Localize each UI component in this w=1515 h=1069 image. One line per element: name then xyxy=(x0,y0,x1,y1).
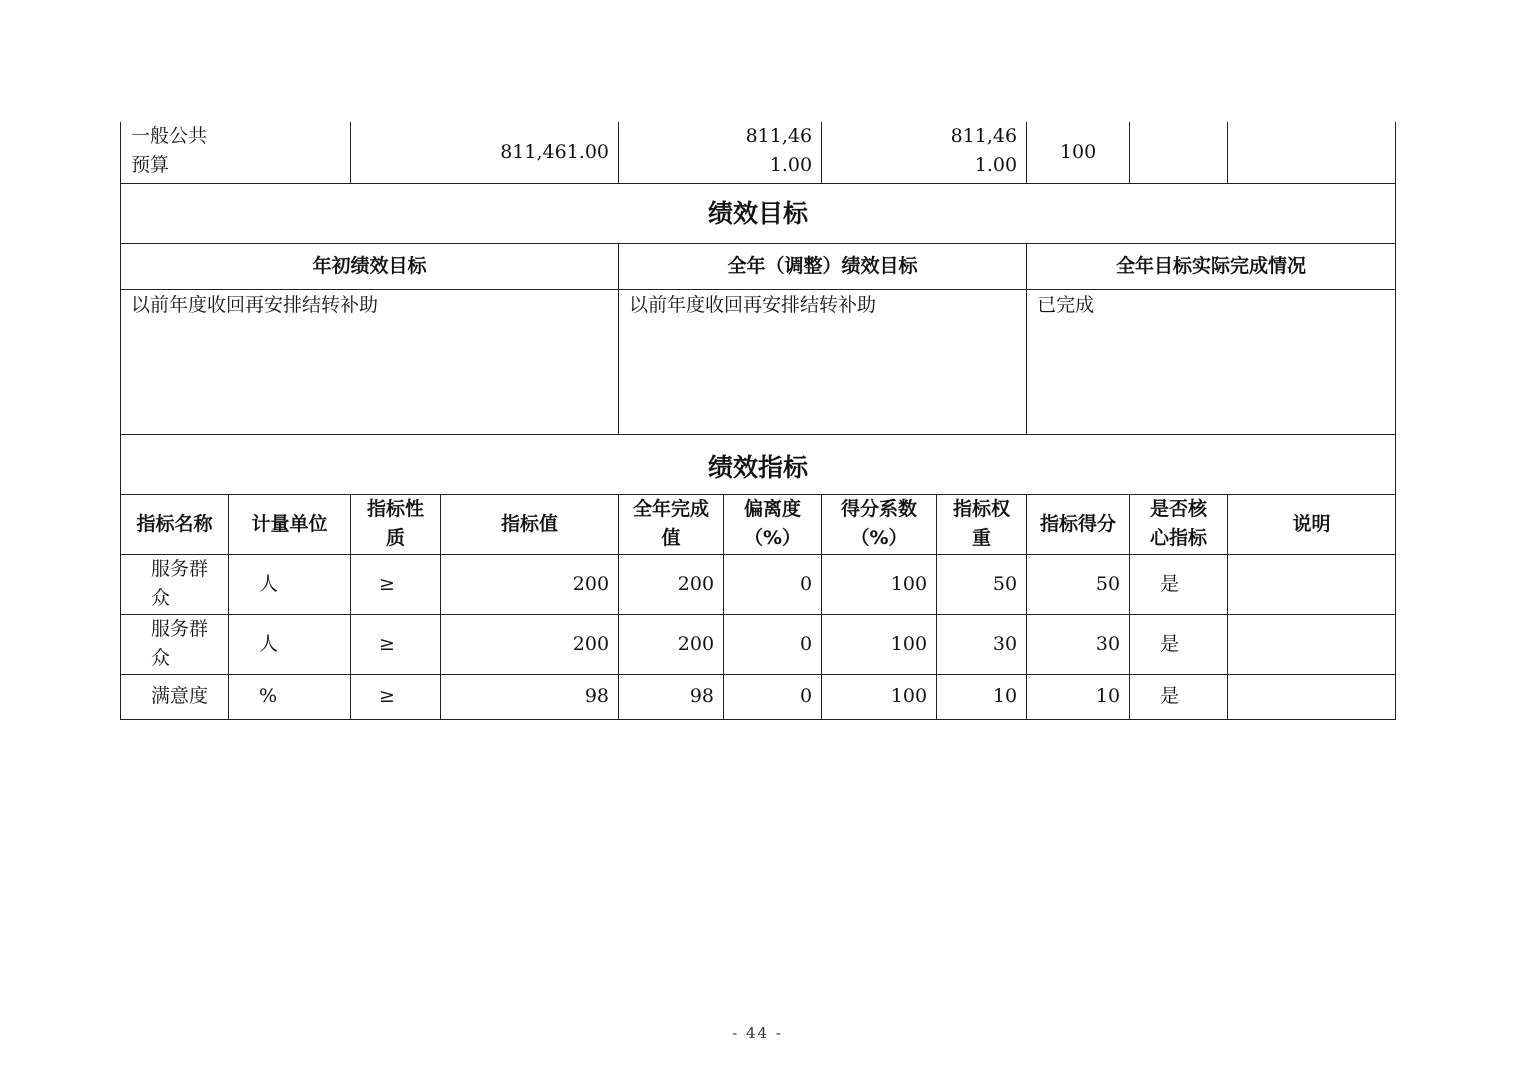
col-header-unit: 计量单位 xyxy=(229,494,351,554)
indicators-section-title: 绩效指标 xyxy=(121,434,1396,494)
indicator-note xyxy=(1228,674,1396,719)
indicator-core: 是 xyxy=(1130,554,1228,614)
budget-label: 一般公共预算 xyxy=(121,122,351,183)
col-header-score: 指标得分 xyxy=(1027,494,1130,554)
col-header-core: 是否核心指标 xyxy=(1130,494,1228,554)
indicator-score: 30 xyxy=(1027,614,1130,674)
goal-header-adjusted: 全年（调整）绩效目标 xyxy=(619,243,1027,289)
indicator-score: 50 xyxy=(1027,554,1130,614)
goal-adjusted: 以前年度收回再安排结转补助 xyxy=(619,289,1027,434)
indicator-target: 98 xyxy=(441,674,619,719)
indicator-name: 满意度 xyxy=(121,674,229,719)
goals-header-row xyxy=(121,243,1396,289)
goal-initial: 以前年度收回再安排结转补助 xyxy=(121,289,619,434)
table-row xyxy=(121,614,1396,674)
indicator-core: 是 xyxy=(1130,614,1228,674)
col-header-actual: 全年完成值 xyxy=(619,494,724,554)
col-header-coefficient: 得分系数（%） xyxy=(822,494,937,554)
indicator-score: 10 xyxy=(1027,674,1130,719)
indicator-note xyxy=(1228,554,1396,614)
indicator-coefficient: 100 xyxy=(822,614,937,674)
indicator-nature: ≥ xyxy=(351,554,441,614)
budget-row xyxy=(121,122,1396,183)
indicator-target: 200 xyxy=(441,614,619,674)
page-number: - 44 - xyxy=(732,1024,783,1042)
indicators-header-row xyxy=(121,494,1396,554)
goals-value-row xyxy=(121,289,1396,434)
col-header-nature: 指标性质 xyxy=(351,494,441,554)
indicator-name: 服务群众 xyxy=(121,614,229,674)
performance-table xyxy=(120,122,1396,720)
executed-amount: 811,461.00 xyxy=(822,122,1027,183)
indicator-actual: 200 xyxy=(619,614,724,674)
indicator-actual: 98 xyxy=(619,674,724,719)
goal-header-initial: 年初绩效目标 xyxy=(121,243,619,289)
col-header-deviation: 偏离度（%） xyxy=(724,494,822,554)
col-header-target: 指标值 xyxy=(441,494,619,554)
indicator-unit: % xyxy=(229,674,351,719)
table-row xyxy=(121,554,1396,614)
full-year-budget: 811,461.00 xyxy=(619,122,822,183)
indicator-nature: ≥ xyxy=(351,614,441,674)
indicator-deviation: 0 xyxy=(724,674,822,719)
indicator-note xyxy=(1228,614,1396,674)
indicator-unit: 人 xyxy=(229,554,351,614)
indicator-deviation: 0 xyxy=(724,554,822,614)
budget-score xyxy=(1130,122,1228,183)
indicator-coefficient: 100 xyxy=(822,674,937,719)
indicator-weight: 50 xyxy=(937,554,1027,614)
budget-note xyxy=(1228,122,1396,183)
goal-header-actual: 全年目标实际完成情况 xyxy=(1027,243,1396,289)
col-header-name: 指标名称 xyxy=(121,494,229,554)
col-header-note: 说明 xyxy=(1228,494,1396,554)
indicator-weight: 10 xyxy=(937,674,1027,719)
indicator-target: 200 xyxy=(441,554,619,614)
table-row xyxy=(121,674,1396,719)
indicator-weight: 30 xyxy=(937,614,1027,674)
indicator-unit: 人 xyxy=(229,614,351,674)
indicator-name: 服务群众 xyxy=(121,554,229,614)
indicator-deviation: 0 xyxy=(724,614,822,674)
indicator-actual: 200 xyxy=(619,554,724,614)
goals-section-title: 绩效目标 xyxy=(121,183,1396,243)
col-header-weight: 指标权重 xyxy=(937,494,1027,554)
indicator-core: 是 xyxy=(1130,674,1228,719)
execution-rate: 100 xyxy=(1027,122,1130,183)
indicator-coefficient: 100 xyxy=(822,554,937,614)
annual-budget: 811,461.00 xyxy=(351,122,619,183)
indicator-nature: ≥ xyxy=(351,674,441,719)
goal-actual: 已完成 xyxy=(1027,289,1396,434)
